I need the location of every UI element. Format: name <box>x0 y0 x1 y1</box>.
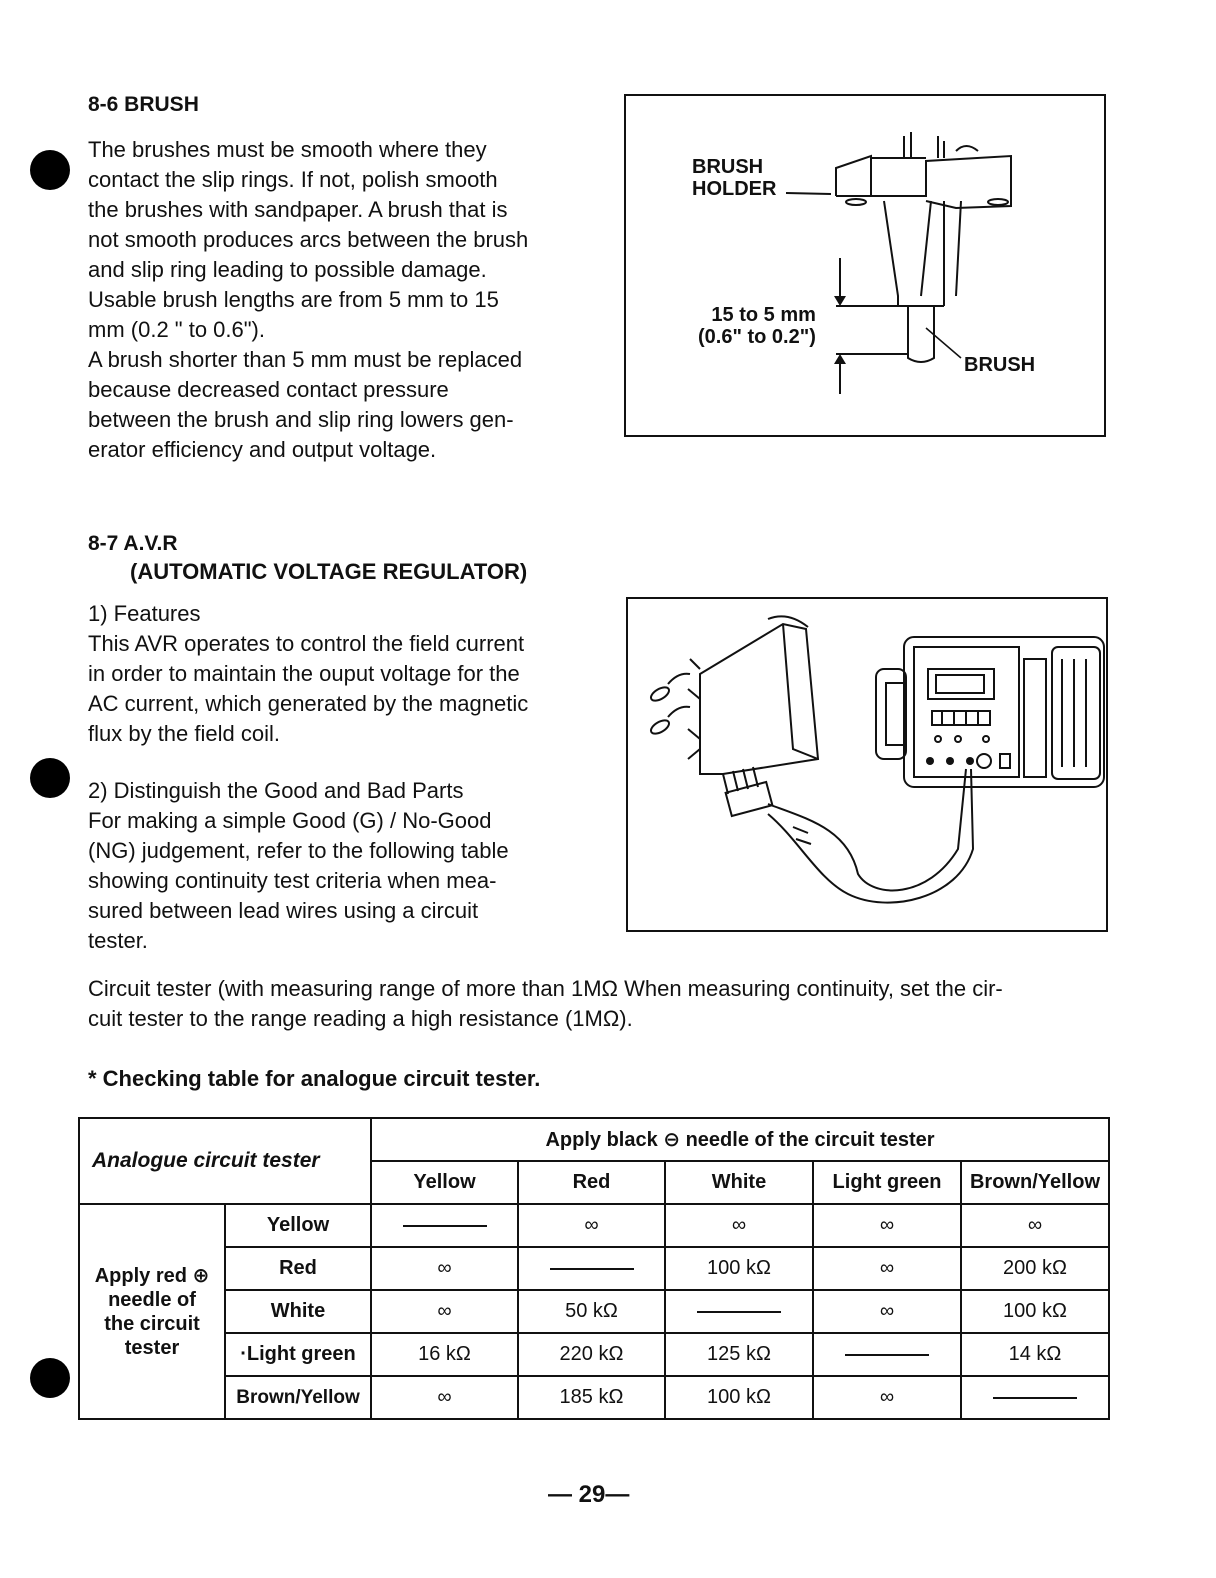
row-header: Brown/Yellow <box>225 1376 371 1419</box>
brush-line: The brushes must be smooth where they <box>88 137 487 162</box>
brush-holder-label-line-1: BRUSH <box>692 156 764 178</box>
row-header: ·Light green <box>225 1333 371 1376</box>
brush-length-label-line-2: (0.6" to 0.2") <box>698 326 816 348</box>
brush-holder-label <box>692 156 776 200</box>
table-cell: ∞ <box>813 1290 961 1333</box>
binder-hole-top <box>30 150 70 190</box>
brush-holder-label-line-2: HOLDER <box>692 178 777 200</box>
table-cell: 185 kΩ <box>518 1376 665 1419</box>
avr-and-tester-drawing <box>628 599 1106 930</box>
brush-line: between the brush and slip ring lowers gen- <box>88 407 514 432</box>
table-cell-none <box>518 1247 665 1290</box>
binder-hole-middle <box>30 758 70 798</box>
dash-mark <box>845 1354 929 1356</box>
distinguish-title: 2) Distinguish the Good and Bad Parts <box>88 778 464 803</box>
row-header: Red <box>225 1247 371 1290</box>
brush-heading: 8-6 BRUSH <box>88 93 199 116</box>
avr-heading-1: 8-7 A.V.R <box>88 532 178 555</box>
red-needle-header <box>79 1204 225 1419</box>
brush-line: Usable brush lengths are from 5 mm to 15 <box>88 287 499 312</box>
table-cell-none <box>665 1290 813 1333</box>
red-needle-header-line: tester <box>124 1336 180 1359</box>
tester-note-line-1: Circuit tester (with measuring range of more than 1MΩ When measuring continuity, set the cir- <box>88 976 1003 1001</box>
table-cell: 100 kΩ <box>961 1290 1109 1333</box>
features-line: AC current, which generated by the magnetic <box>88 691 529 716</box>
black-needle-header: Apply black ⊖ needle of the circuit tester <box>371 1118 1109 1161</box>
dash-mark <box>403 1225 487 1227</box>
table-row <box>79 1290 1109 1333</box>
distinguish-line: sured between lead wires using a circuit <box>88 898 479 923</box>
table-cell: 14 kΩ <box>961 1333 1109 1376</box>
brush-line: and slip ring leading to possible damage. <box>88 257 487 282</box>
table-cell-none <box>961 1376 1109 1419</box>
row-header: Yellow <box>225 1204 371 1247</box>
features-line: This AVR operates to control the field current <box>88 631 525 656</box>
table-row <box>79 1333 1109 1376</box>
features-title: 1) Features <box>88 601 201 626</box>
dash-mark <box>697 1311 781 1313</box>
table-cell: 200 kΩ <box>961 1247 1109 1290</box>
features-line: flux by the field coil. <box>88 721 280 746</box>
column-header: Light green <box>813 1161 961 1204</box>
table-cell: ∞ <box>961 1204 1109 1247</box>
avr-distinguish <box>88 776 588 956</box>
brush-line: erator efficiency and output voltage. <box>88 437 437 462</box>
distinguish-line: showing continuity test criteria when mea- <box>88 868 497 893</box>
table-corner-label: Analogue circuit tester <box>79 1118 371 1204</box>
column-header: Brown/Yellow <box>961 1161 1109 1204</box>
page-number: — 29— <box>548 1481 630 1508</box>
distinguish-line: (NG) judgement, refer to the following table <box>88 838 509 863</box>
column-header: White <box>665 1161 813 1204</box>
brush-length-label <box>698 304 816 348</box>
table-row <box>79 1376 1109 1419</box>
table-cell: ∞ <box>813 1204 961 1247</box>
brush-line: mm (0.2 " to 0.6"). <box>88 317 265 342</box>
tester-note <box>88 974 1108 1034</box>
avr-features <box>88 599 588 749</box>
table-cell: ∞ <box>518 1204 665 1247</box>
red-needle-header-line: the circuit <box>104 1312 200 1335</box>
avr-heading-2: (AUTOMATIC VOLTAGE REGULATOR) <box>130 559 528 584</box>
avr-tester-figure <box>626 597 1108 932</box>
tester-note-line-2: cuit tester to the range reading a high resistance (1MΩ). <box>88 1006 633 1031</box>
column-header: Red <box>518 1161 665 1204</box>
brush-length-label-line-1: 15 to 5 mm <box>711 304 816 326</box>
dash-mark <box>550 1268 634 1270</box>
brush-body <box>88 135 588 465</box>
brush-line: not smooth produces arcs between the brush <box>88 227 529 252</box>
table-cell-none <box>813 1333 961 1376</box>
features-line: in order to maintain the ouput voltage for the <box>88 661 520 686</box>
table-cell: 125 kΩ <box>665 1333 813 1376</box>
table-cell-none <box>371 1204 518 1247</box>
table-cell: ∞ <box>371 1247 518 1290</box>
brush-line: A brush shorter than 5 mm must be replaced <box>88 347 523 372</box>
binder-hole-bottom <box>30 1358 70 1398</box>
brush-line: contact the slip rings. If not, polish smooth <box>88 167 498 192</box>
distinguish-line: For making a simple Good (G) / No-Good <box>88 808 492 833</box>
column-header: Yellow <box>371 1161 518 1204</box>
table-cell: ∞ <box>665 1204 813 1247</box>
dash-mark <box>993 1397 1077 1399</box>
table-cell: ∞ <box>813 1376 961 1419</box>
row-header: White <box>225 1290 371 1333</box>
table-cell: 220 kΩ <box>518 1333 665 1376</box>
brush-line: the brushes with sandpaper. A brush that is <box>88 197 508 222</box>
brush-label: BRUSH <box>964 354 1036 376</box>
table-cell: ∞ <box>371 1290 518 1333</box>
table-cell: 100 kΩ <box>665 1247 813 1290</box>
table-cell: 16 kΩ <box>371 1333 518 1376</box>
table-title: * Checking table for analogue circuit tester. <box>88 1066 541 1091</box>
table-row <box>79 1247 1109 1290</box>
continuity-check-table <box>78 1117 1110 1420</box>
red-needle-header-line: Apply red ⊕ <box>94 1264 210 1287</box>
distinguish-line: tester. <box>88 928 148 953</box>
table-cell: ∞ <box>813 1247 961 1290</box>
table-cell: 50 kΩ <box>518 1290 665 1333</box>
brush-holder-drawing <box>626 96 1104 435</box>
brush-figure <box>624 94 1106 437</box>
red-needle-header-line: needle of <box>108 1288 196 1311</box>
brush-line: because decreased contact pressure <box>88 377 449 402</box>
table-row <box>79 1204 1109 1247</box>
table-cell: 100 kΩ <box>665 1376 813 1419</box>
table-cell: ∞ <box>371 1376 518 1419</box>
